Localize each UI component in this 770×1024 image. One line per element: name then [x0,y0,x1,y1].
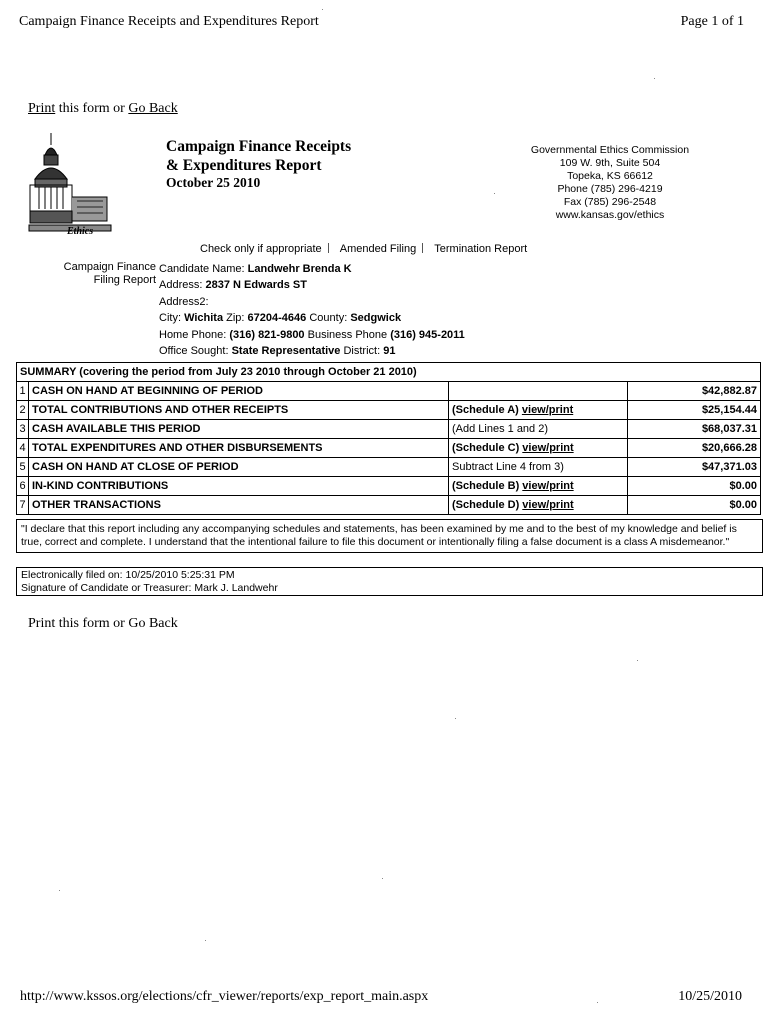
row-schedule: (Schedule D) view/print [449,496,628,515]
row-amount: $0.00 [628,477,761,496]
report-title-line2: & Expenditures Report [166,157,322,174]
summary-row [17,458,761,477]
schedule-c-view-print-link[interactable]: view/print [522,442,574,454]
scan-speck [59,890,60,891]
row-description: TOTAL CONTRIBUTIONS AND OTHER RECEIPTS [29,401,449,420]
row-schedule: (Schedule C) view/print [449,439,628,458]
summary-row [17,439,761,458]
summary-row [17,477,761,496]
nav-bottom[interactable] [28,616,178,632]
agency-street: 109 W. 9th, Suite 504 [559,157,661,169]
business-phone: (316) 945-2011 [390,328,465,341]
scan-speck [322,9,323,10]
row-number: 6 [17,477,29,496]
office-sought: State Representative [231,345,341,358]
row-description: CASH ON HAND AT BEGINNING OF PERIOD [29,382,449,401]
filer-info [159,261,465,359]
agency-city: Topeka, KS 66612 [567,170,653,182]
row-number: 5 [17,458,29,477]
row-amount: $0.00 [628,496,761,515]
report-date: October 25 2010 [166,175,261,190]
summary-header-row [17,363,761,382]
district: 91 [383,345,396,358]
termination-report-checkbox[interactable] [422,243,431,253]
filed-on-value: 10/25/2010 5:25:31 PM [125,569,235,581]
candidate-row: Candidate Name: Landwehr Brenda K [159,263,352,275]
address2-row: Address2: [159,295,209,308]
capitol-building-icon [27,131,113,235]
schedule-a-view-print-link[interactable]: view/print [521,404,574,416]
scan-speck [205,940,206,941]
row-number: 3 [17,420,29,439]
summary-header: SUMMARY (covering the period from July 23 2010 through October 21 2010) [17,363,761,382]
row-amount: $42,882.87 [628,382,761,401]
scan-speck [382,878,383,879]
row-number: 7 [17,496,29,515]
row-amount: $25,154.44 [628,401,761,420]
go-back-link[interactable]: Go Back [128,101,178,116]
footer-date: 10/25/2010 [678,989,742,1004]
filer-label [60,261,156,287]
filed-on-row: Electronically filed on: 10/25/2010 5:25:31 PM [21,569,235,581]
summary-row [17,420,761,439]
row-description: CASH AVAILABLE THIS PERIOD [29,420,449,439]
row-number: 2 [17,401,29,420]
capitol-logo [27,131,113,235]
agency-address-block [510,144,710,222]
candidate-city: Wichita [184,312,224,325]
termination-report-label: Termination Report [434,243,528,255]
logo-caption: Ethics [67,226,94,235]
row-description: OTHER TRANSACTIONS [29,496,449,515]
row-description: CASH ON HAND AT CLOSE OF PERIOD [29,458,449,477]
scan-speck [597,1002,598,1003]
schedule-d-view-print-link[interactable]: view/print [522,499,574,511]
electronic-filing-block [16,567,763,596]
nav-bottom-text[interactable]: Print this form or Go Back [28,616,178,631]
row-amount: $68,037.31 [628,420,761,439]
row-schedule: (Add Lines 1 and 2) [449,420,628,439]
home-phone: (316) 821-9800 [229,328,305,341]
summary-row [17,401,761,420]
row-number: 4 [17,439,29,458]
signature-value: Mark J. Landwehr [194,581,278,594]
filer-label-line2: Filing Report [93,274,156,286]
nav-top [28,101,178,117]
scan-speck [494,193,495,194]
scan-speck [637,660,638,661]
schedule-b-view-print-link[interactable]: view/print [522,480,574,492]
scan-speck [455,718,456,719]
agency-web: www.kansas.gov/ethics [555,209,665,221]
summary-row [17,382,761,401]
row-schedule: (Schedule B) view/print [449,477,628,496]
candidate-name: Landwehr Brenda K [247,263,352,275]
filing-type-checkline [200,243,527,255]
amended-filing-label: Amended Filing [339,243,417,255]
filer-label-line1: Campaign Finance [63,261,156,273]
row-number: 1 [17,382,29,401]
row-schedule: (Schedule A) view/print [449,401,628,420]
scan-speck [654,78,655,79]
address-row: Address: 2837 N Edwards ST [159,279,307,292]
agency-phone: Phone (785) 296-4219 [557,183,663,195]
signature-row: Signature of Candidate or Treasurer: Mark J. Landwehr [21,581,278,594]
report-title-line1: Campaign Finance Receipts [166,138,352,155]
summary-table [16,362,761,515]
candidate-county: Sedgwick [350,312,402,325]
city-row: City: Wichita Zip: 67204-4646 County: Sedgwick [159,312,402,325]
amended-filing-checkbox[interactable] [328,243,337,253]
candidate-zip: 67204-4646 [247,312,307,325]
office-row: Office Sought: State Representative District: 91 [159,345,396,358]
row-schedule: Subtract Line 4 from 3) [449,458,628,477]
phone-row: Home Phone: (316) 821-9800 Business Phone (316) 945-2011 [159,328,465,341]
checkline-label: Check only if appropriate [200,243,322,255]
agency-name: Governmental Ethics Commission [530,144,690,156]
footer-url: http://www.kssos.org/elections/cfr_viewer/reports/exp_report_main.aspx [20,989,429,1004]
page-header-title: Campaign Finance Receipts and Expenditures Report [19,14,319,29]
declaration-statement: "I declare that this report including any accompanying schedules and statements, has been examined by me and to the best of my knowledge and belief is true, correct and complete. I understand that the intentional failure to file this document or intentionally filing a false document is a class A misdemeanor." [16,519,763,553]
print-link[interactable]: Print [28,101,56,116]
row-amount: $20,666.28 [628,439,761,458]
page-number: Page 1 of 1 [680,14,744,29]
row-schedule [449,382,628,401]
candidate-address: 2837 N Edwards ST [205,279,307,292]
nav-separator-text: this form or [55,101,129,116]
row-description: TOTAL EXPENDITURES AND OTHER DISBURSEMENTS [29,439,449,458]
row-description: IN-KIND CONTRIBUTIONS [29,477,449,496]
row-amount: $47,371.03 [628,458,761,477]
report-title [166,137,351,175]
summary-row [17,496,761,515]
agency-fax: Fax (785) 296-2548 [563,196,657,208]
